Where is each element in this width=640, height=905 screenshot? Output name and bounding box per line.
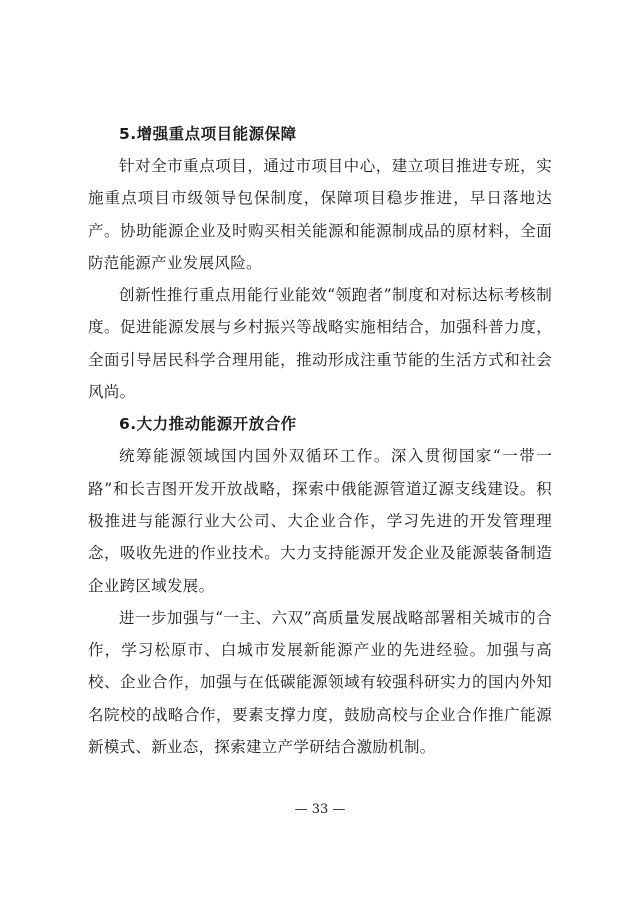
paragraph: 统筹能源领域国内国外双循环工作。深入贯彻国家“一带一路”和长吉图开发开放战略，探索中俄能源管道辽源支线建设。积极推进与能源行业大公司、大企业合作，学习先进的开发管理理念，吸收先进的作业技术。大力支持能源开发企业及能源装备制造企业跨区域发展。: [88, 447, 552, 595]
paragraph: 创新性推行重点用能行业能效“领跑者”制度和对标达标考核制度。促进能源发展与乡村振兴等战略实施相结合，加强科普力度，全面引导居民科学合理用能，推动形成注重节能的生活方式和社会风尚。: [88, 286, 552, 402]
section-heading-6: 6.大力推动能源开放合作: [119, 415, 297, 434]
body-content: [88, 118, 552, 763]
paragraph: 进一步加强与“一主、六双”高质量发展战略部署相关城市的合作，学习松原市、白城市发展新能源产业的先进经验。加强与高校、企业合作，加强与在低碳能源领域有较强科研实力的国内外知名院校的战略合作，要素支撑力度，鼓励高校与企业合作推广能源新模式、新业态，探索建立产学研结合激励机制。: [88, 608, 552, 757]
section-heading-5: 5.增强重点项目能源保障: [119, 125, 297, 143]
page-number: — 33 —: [294, 802, 346, 817]
paragraph: 针对全市重点项目，通过市项目中心，建立项目推进专班，实施重点项目市级领导包保制度，保障项目稳步推进，早日落地达产。协助能源企业及时购买相关能源和能源制成品的原材料，全面防范能源产业发展风险。: [88, 157, 552, 272]
